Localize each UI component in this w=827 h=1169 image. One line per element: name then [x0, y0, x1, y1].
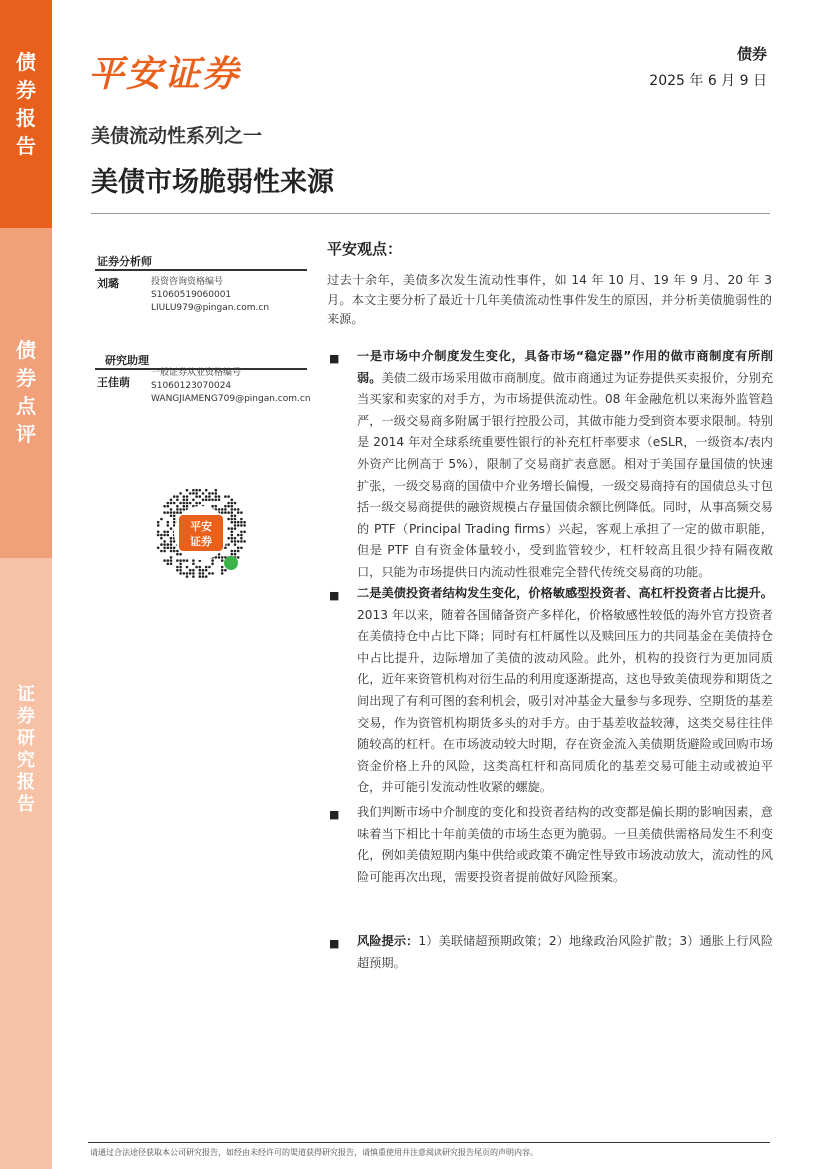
report-series: 美债流动性系列之一 [91, 125, 263, 147]
sidebar-report-type [0, 0, 52, 228]
point-3: 我们判断市场中介制度的变化和投资者结构的改变都是偏长期的影响因素，意味着当下相比十年前美债的市场生态更为脆弱。一旦美债供需格局发生不利变化，例如美债短期内集中供给或政策不确定性导致市场波动放大，流动性的风险可能再次出现，需要投资者提前做好风险预案。 [357, 805, 773, 884]
bullet-marker: ■ [329, 937, 340, 950]
view-heading: 平安观点： [327, 240, 403, 258]
point-1 [357, 346, 773, 584]
analyst-cert-number: S1060519060001 [151, 290, 232, 300]
svg-text:平安: 平安 [190, 520, 212, 533]
assistant-email[interactable]: WANGJIAMENG709@pingan.com.cn [151, 394, 311, 404]
bullet-marker: ■ [329, 589, 340, 602]
bullet-marker: ■ [329, 352, 340, 365]
sidebar-label-1: 债 券 报 告 [16, 50, 36, 158]
view-intro: 过去十余年，美债多次发生流动性事件，如 14 年 10 月、19 年 9 月、20 年 3 月。本文主要分析了最近十几年美债流动性事件发生的原因，并分析美债脆弱性的来源。 [327, 273, 772, 327]
report-title: 美债市场脆弱性来源 [91, 167, 334, 198]
assistant-info [151, 367, 311, 406]
svg-text:证券: 证券 [190, 535, 212, 548]
report-category: 债券 [736, 45, 767, 63]
footer-divider [88, 1142, 770, 1143]
point-1-text: 美债二级市场采用做市商制度。做市商通过为证券提供买卖报价，分别充当买家和卖家的对手方，为市场提供流动性。08 年金融危机以来海外监管趋严，一级交易商多附属于银行控股公司，其做市能力受到资本要求限制。特别是 2014 年对全球系统重要性银行的补充杠杆率要求（eSLR，一级资本/表内外资产比例高于 5%），限制了交易商扩表意愿。相对于美国存量国债的快速扩张，一级交易商的国债中介业务增长偏慢，一级交易商持有的国债总头寸包括一级交易商提供的融资规模占存量国债余额比例降低。同时，从事高频交易的 PTF（Principal Trading firms）兴起，客观上承担了一定的做市职能，但是 PTF 自有资金体量较小，受到监管较少，杠杆较高且很少持有隔夜敞口，只能为市场提供日内流动性很难完全替代传统交易商的功能。 [357, 370, 774, 579]
wechat-qr-code[interactable] [153, 485, 249, 581]
risk-warning-heading: 风险提示： [357, 934, 419, 948]
sidebar-label-2: 债 券 点 评 [16, 338, 36, 446]
analyst-name: 刘璐 [97, 277, 119, 290]
bullet-marker: ■ [329, 808, 340, 821]
company-logo: 平安证券 [88, 54, 241, 95]
assistant-section-heading: 研究助理 [105, 354, 149, 367]
point-2-text: 2013 年以来，随着各国储备资产多样化，价格敏感性较低的海外官方投资者在美债持仓中占比下降；同时有杠杆属性以及赎回压力的共同基金在美债持仓中占比提升，边际增加了美债的波动风险。此外，机构的投资行为更加同质化，近年来资管机构对衍生品的利用度逐渐提高，这也导致美债现券和期货之间出现了有利可图的套利机会，吸引对冲基金大量参与多现券、空期货的基差交易，作为资管机构期货多头的对手方。由于基差收益较薄，这类交易往往伴随较高的杠杆。在市场波动较大时期，存在资金流入美债期货避险或回购市场资金价格上升的风险，这类高杠杆和高同质化的基差交易可能主动或被迫平仓，并可能引发流动性收紧的螺旋。 [357, 607, 773, 795]
assistant-name: 王佳萌 [97, 376, 130, 389]
analyst-divider [95, 269, 307, 271]
analyst-section-heading: 证券分析师 [97, 255, 152, 268]
header-divider [91, 213, 770, 214]
sidebar-research-report [0, 558, 52, 1169]
risk-warning [357, 931, 773, 974]
assistant-cert-number: S1060123070024 [151, 381, 232, 391]
point-1-heading: 一是市场中介制度发生变化，具备市场“稳定器”作用的做市商制度有所削弱。 [357, 349, 773, 385]
report-date: 2025 年 6 月 9 日 [649, 73, 767, 89]
point-2-heading: 二是美债投资者结构发生变化，价格敏感型投资者、高杠杆投资者占比提升。 [357, 586, 773, 600]
analyst-cert-label: 投资咨询资格编号 [151, 277, 224, 287]
risk-warning-text: 1）美联储超预期政策；2）地缘政治风险扩散；3）通胀上行风险超预期。 [357, 934, 774, 970]
analyst-email[interactable]: LIULU979@pingan.com.cn [151, 303, 270, 313]
footer-disclaimer: 请通过合法途径获取本公司研究报告，如经由未经许可的渠道获得研究报告，请慎重使用并注意阅读研究报告尾页的声明内容。 [90, 1148, 538, 1157]
analyst-info [151, 276, 269, 315]
sidebar-label-3: 证 券 研 究 报 告 [17, 684, 35, 815]
sidebar [0, 0, 52, 1169]
point-2 [357, 583, 773, 799]
sidebar-report-subtype [0, 228, 52, 558]
assistant-cert-label: 一般证券从业资格编号 [151, 368, 242, 378]
